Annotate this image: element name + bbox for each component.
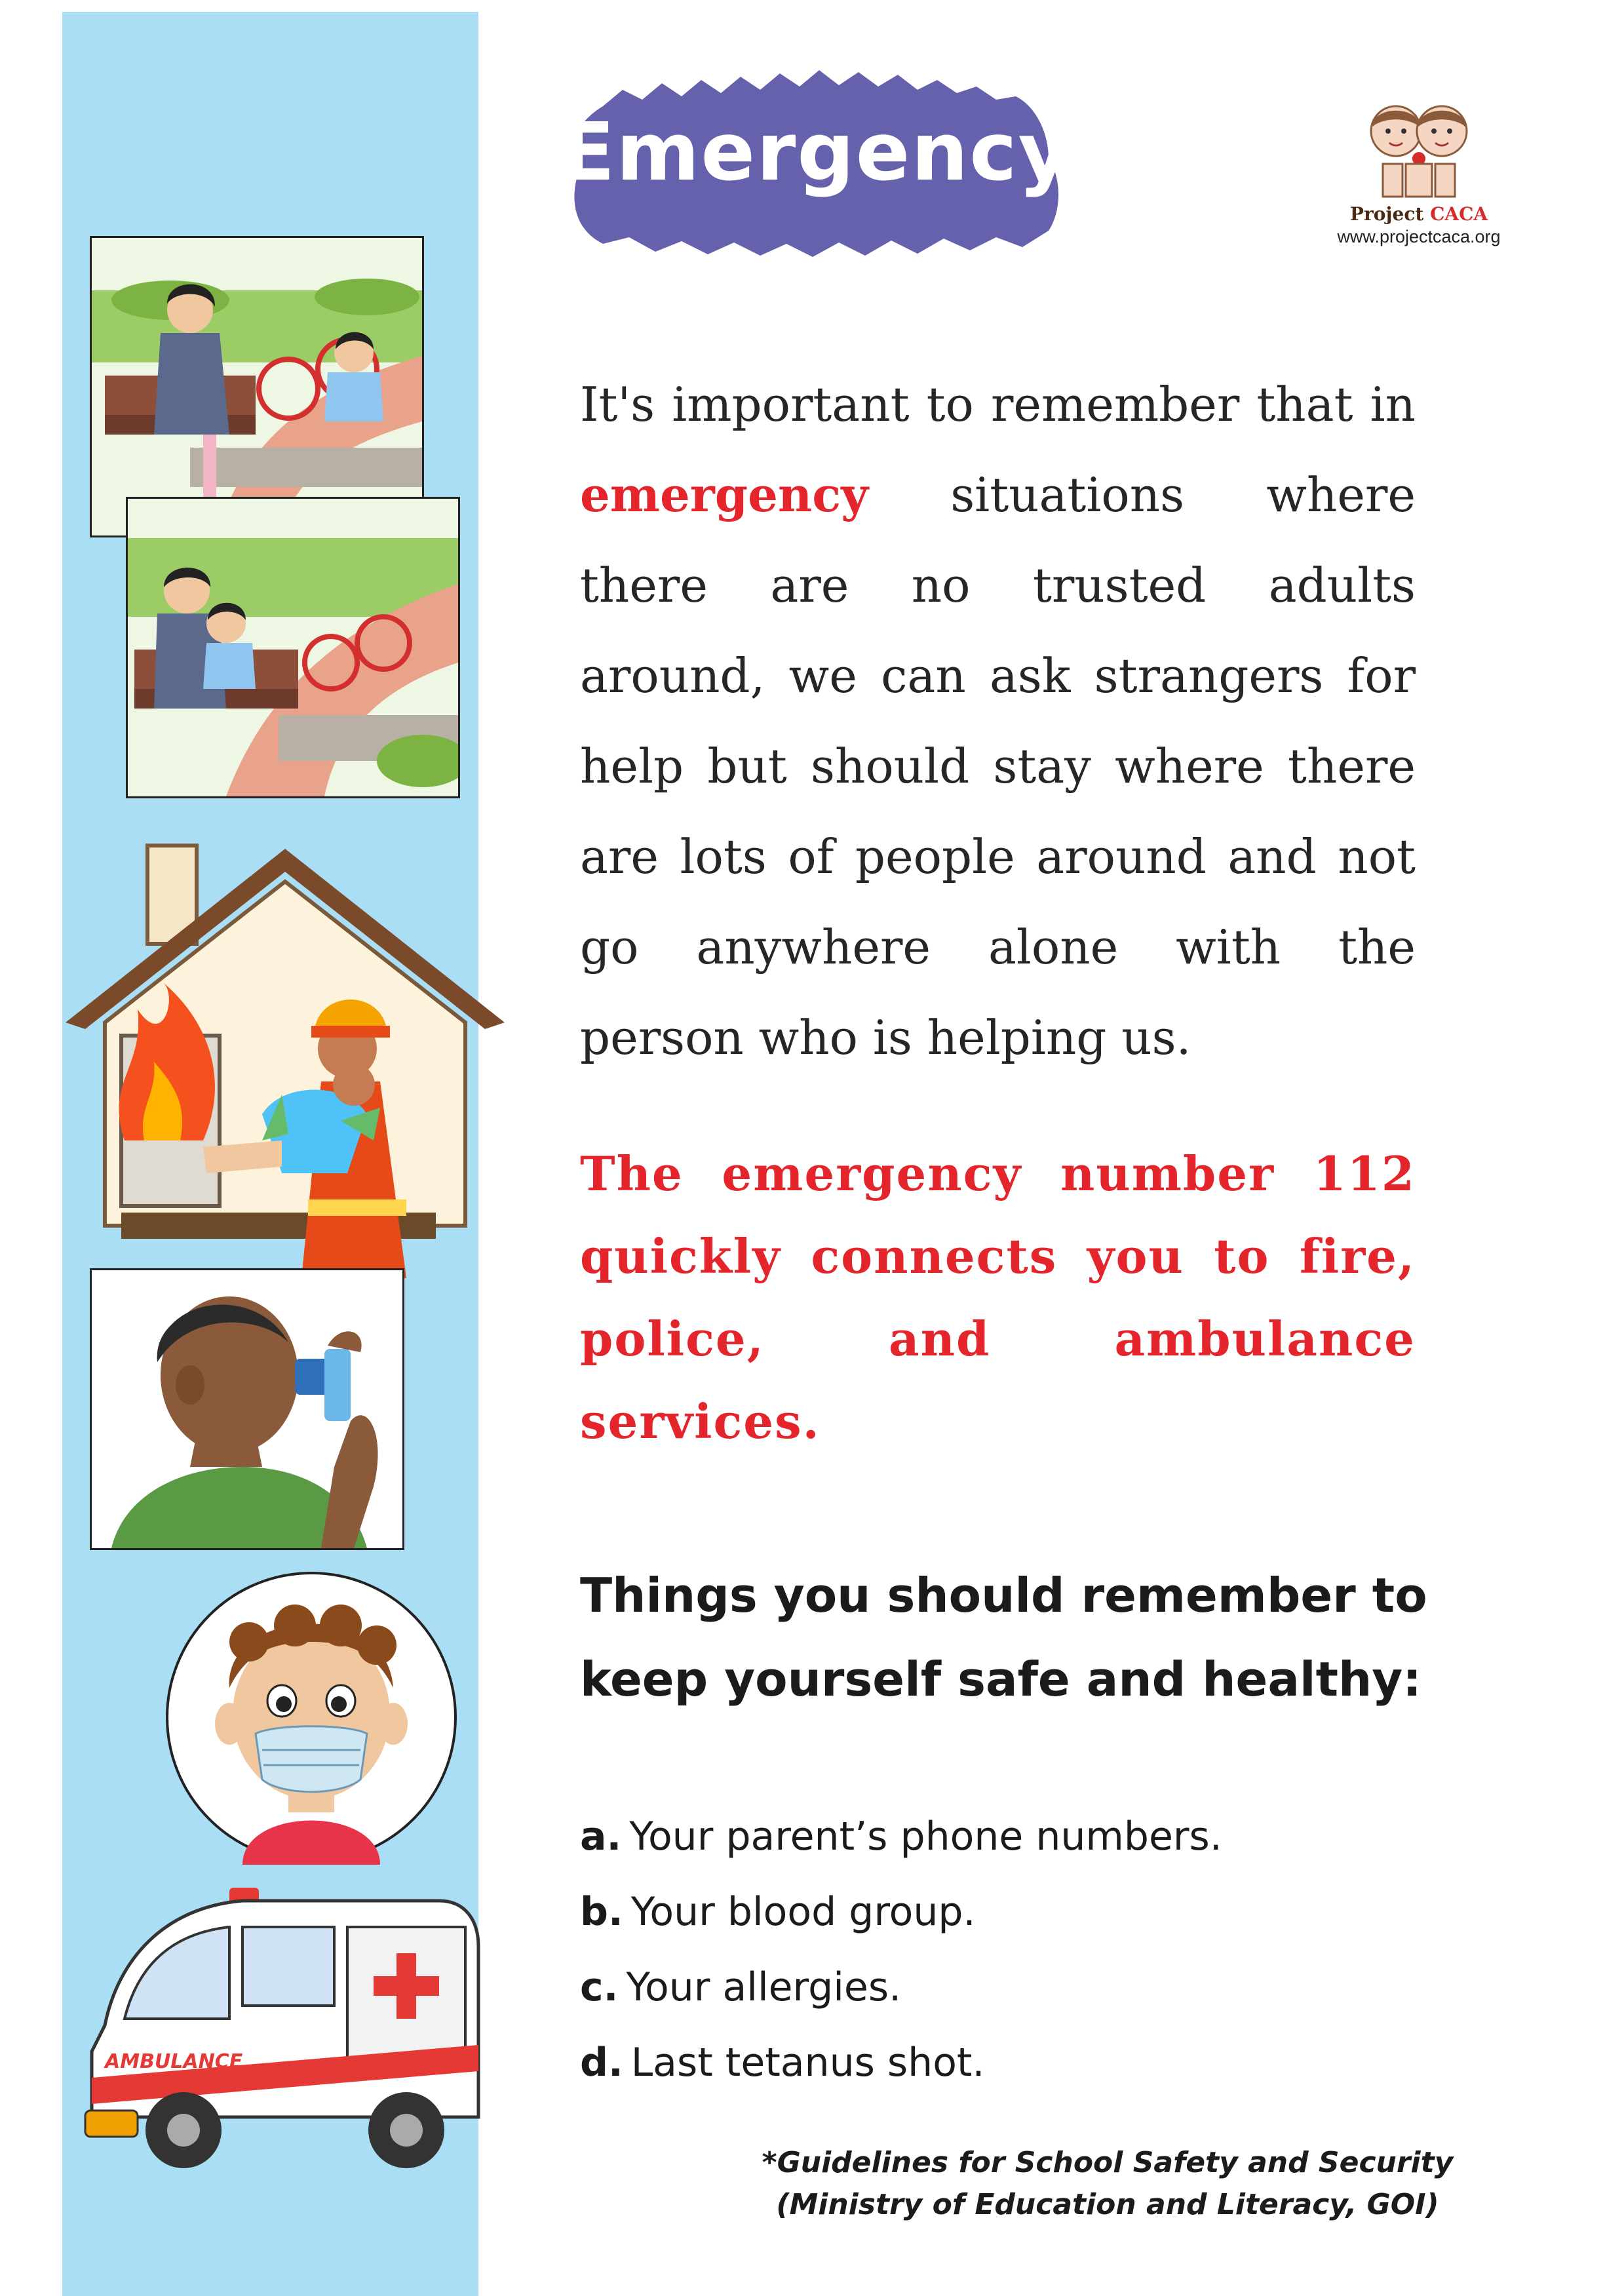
emergency-highlight: emergency [580,467,868,522]
mask-boy-illustration [164,1570,459,1865]
emergency-number-paragraph: The emergency number 112 quickly connects you to fire, police, and ambulance services. [580,1146,1416,1449]
park-fall-illustration [90,236,424,537]
logo-name: Project CACA [1349,203,1488,225]
page-title: Emergency [560,106,1072,199]
footnote-line: *Guidelines for School Safety and Security [762,2146,1454,2179]
intro-paragraph: It's important to remember that in emergency situations where there are no trusted adults around, we can ask strangers for help but should stay where there are lots of people around and not go anywhere alone with the person who is helping us. [580,377,1416,1065]
ambulance-label: AMBULANCE [105,2050,243,2073]
footnote-line: (Ministry of Education and Literacy, GOI) [776,2188,1439,2221]
remember-heading: Things you should remember to keep yourself safe and healthy: [580,1568,1427,1707]
footnote [721,2142,1494,2226]
project-logo [1317,98,1520,256]
list-item: b. Your blood group. [580,1889,976,1935]
list-item: d. Last tetanus shot. [580,2040,985,2086]
firefighter-rescue-illustration [66,832,505,1278]
remember-list [580,1799,1432,2101]
ambulance-illustration [66,1881,485,2176]
inhaler-illustration [90,1268,404,1550]
list-item: c. Your allergies. [580,1964,902,2010]
list-item: a. Your parent’s phone numbers. [580,1814,1222,1859]
title-banner [560,60,1072,263]
logo-url: www.projectcaca.org [1337,227,1501,246]
park-help-illustration [126,497,460,798]
